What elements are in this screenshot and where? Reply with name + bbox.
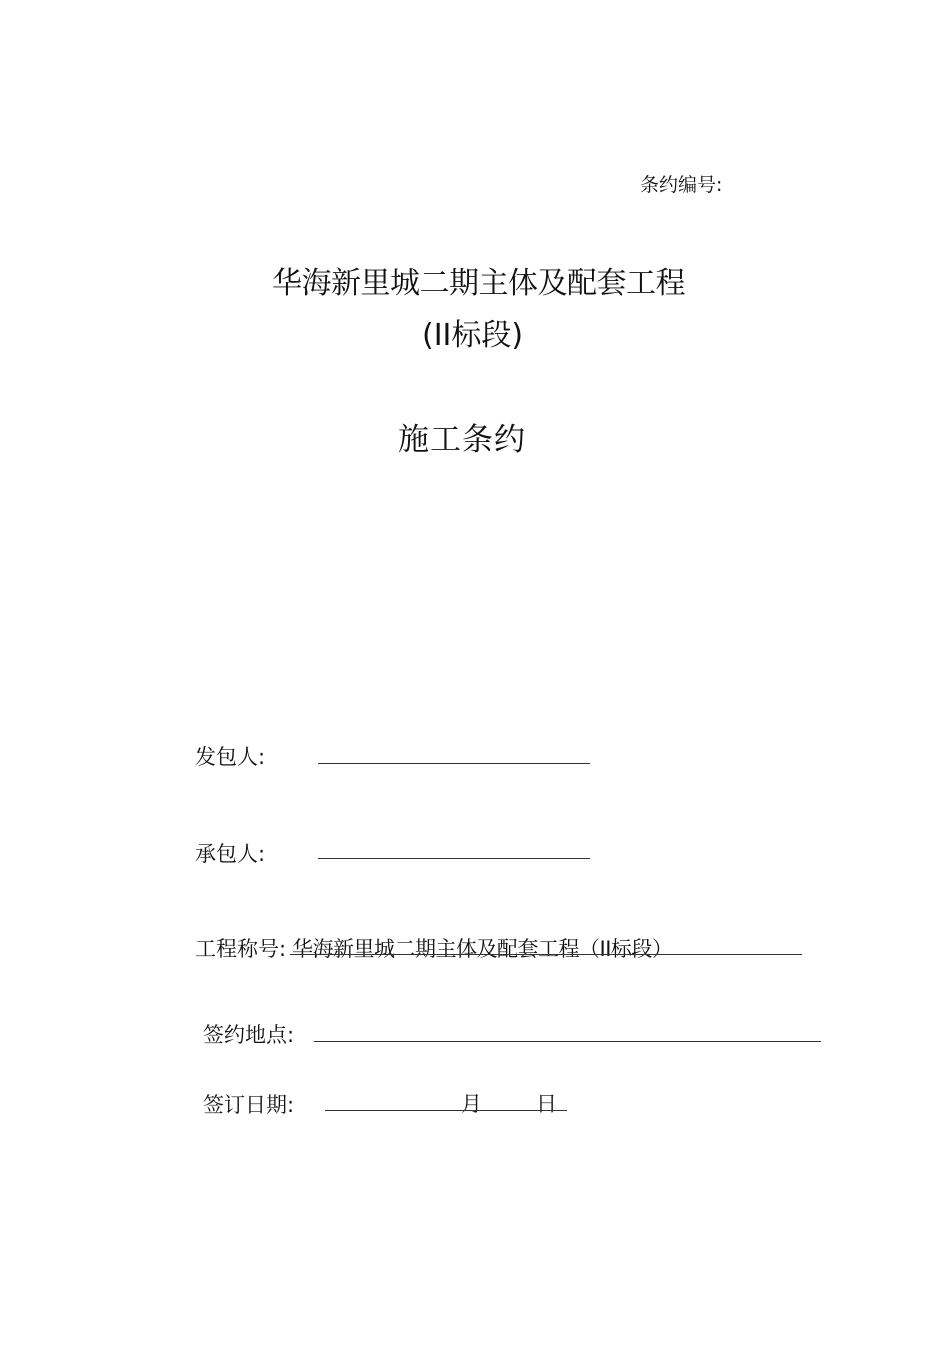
day-label: 日 (536, 1092, 557, 1116)
sign-date-blank-line (325, 1110, 567, 1111)
project-name-label: 工程称号: (195, 937, 287, 961)
sign-place-blank-line (314, 1041, 821, 1042)
contractor-blank-line (318, 858, 590, 859)
employer-label: 发包人: (195, 745, 266, 769)
contract-number-label: 条约编号: (640, 174, 723, 196)
contractor-label: 承包人: (195, 842, 266, 866)
sign-date-label: 签订日期: (203, 1093, 295, 1117)
project-section: (II标段) (422, 318, 524, 353)
document-title: 施工条约 (398, 422, 526, 458)
project-name-value: 华海新里城二期主体及配套工程（II标段） (292, 937, 673, 961)
project-name-underline (290, 954, 802, 955)
employer-blank-line (318, 763, 590, 764)
project-title: 华海新里城二期主体及配套工程 (272, 266, 685, 301)
month-label: 月 (461, 1092, 482, 1116)
sign-place-label: 签约地点: (203, 1023, 295, 1047)
